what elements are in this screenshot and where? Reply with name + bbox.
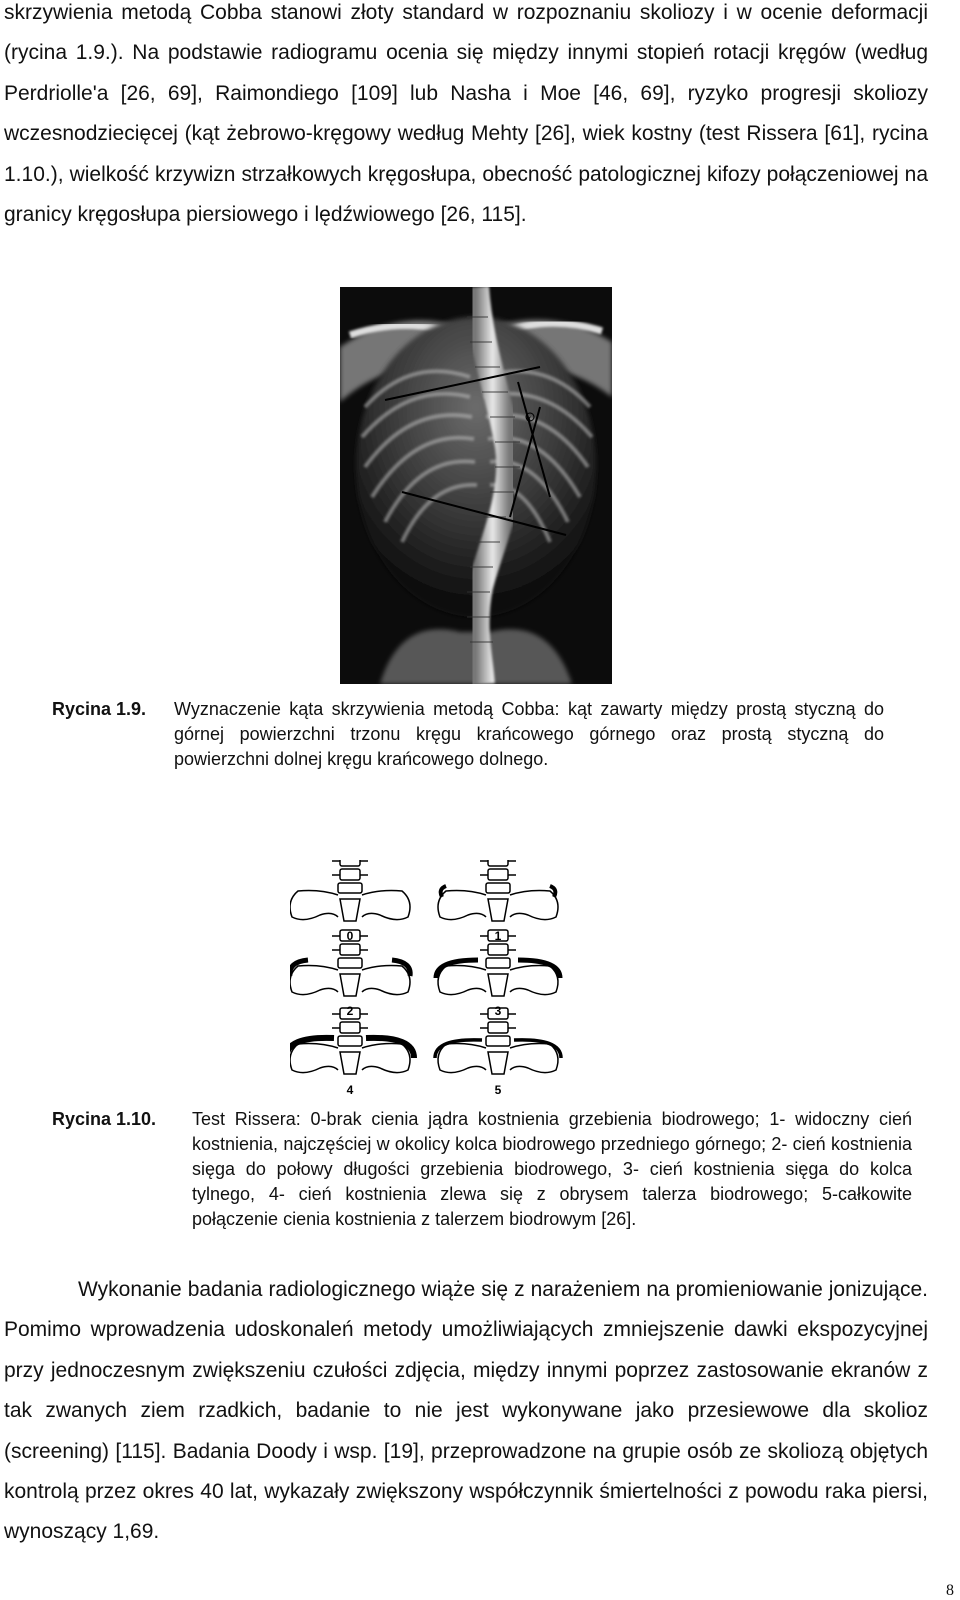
risser-stage-0 <box>290 860 410 921</box>
figure-1-9-label: Rycina 1.9. <box>52 699 147 719</box>
figure-1-9-caption <box>52 697 884 772</box>
risser-label-1: 1 <box>494 929 502 943</box>
figure-1-10-caption <box>52 1107 912 1232</box>
figure-1-10-label: Rycina 1.10. <box>52 1109 157 1129</box>
cobba-angle-xray <box>340 287 612 684</box>
risser-test-diagram <box>290 860 600 1100</box>
body-paragraph-bottom: Wykonanie badania radiologicznego wiąże się z narażeniem na promieniowanie jonizujące. Pomimo wprowadzenia udoskonaleń metody umożliwiających zmniejszenie dawki ekspozycyjnej przy jednoczesnym zwiększeniu czułości zdjęcia, między innymi poprzez zastosowanie ekranów z tak zwanych ziem rzadkich, badanie to nie jest wykonywane jako przesiewowe dla skolioz (screening) [115]. Badania Doody i wsp. [19], przeprowadzone na grupie osób ze skoliozą objętych kontrolą przez okres 40 lat, wykazały zwiększony współczynnik śmiertelności z powodu raka piersi, wynoszący 1,69. <box>4 1278 928 1544</box>
risser-label-4: 4 <box>346 1083 354 1097</box>
risser-stage-1 <box>438 860 558 921</box>
spine-xray-image <box>340 287 612 684</box>
page-number: 8 <box>946 1582 954 1599</box>
risser-label-2: 2 <box>346 1004 354 1018</box>
figure-1-9-text: Wyznaczenie kąta skrzywienia metodą Cobba: kąt zawarty między prostą styczną do górnej powierzchni trzonu kręgu krańcowego górnego oraz prostą styczną do powierzchni dolnej kręgu krańcowego dolnego. <box>174 699 884 769</box>
body-paragraph-top: skrzywienia metodą Cobba stanowi złoty standard w rozpoznaniu skoliozy i w ocenie deformacji (rycina 1.9.). Na podstawie radiogramu ocenia się między innymi stopień rotacji kręgów (według Perdriolle'a [26, 69], Raimondiego [109] lub Nasha i Moe [46, 69], ryzyko progresji skoliozy wczesnodziecięcej (kąt żebrowo-kręgowy według Mehty [26], wiek kostny (test Rissera [61], rycina 1.10.), wielkość krzywizn strzałkowych kręgosłupa, obecność patologicznej kifozy połączeniowej na granicy kręgosłupa piersiowego i lędźwiowego [26, 115]. <box>4 1 928 227</box>
risser-label-5: 5 <box>494 1083 502 1097</box>
angle-alpha-label: α <box>526 414 532 423</box>
figure-1-10-text: Test Rissera: 0-brak cienia jądra kostnienia grzebienia biodrowego; 1- widoczny cień kostnienia, najczęściej w okolicy kolca biodrowego przedniego górnego; 2- cień kostnienia sięga do połowy długości grzebienia biodrowego, 3- cień kostnienia sięga do kolca tylnego, 4- cień kostnienia zlewa się z obrysem talerza biodrowego; 5-całkowite połączenie cienia kostnienia z talerzem biodrowym [26]. <box>192 1109 912 1229</box>
risser-label-3: 3 <box>494 1004 502 1018</box>
risser-label-0: 0 <box>346 929 354 943</box>
